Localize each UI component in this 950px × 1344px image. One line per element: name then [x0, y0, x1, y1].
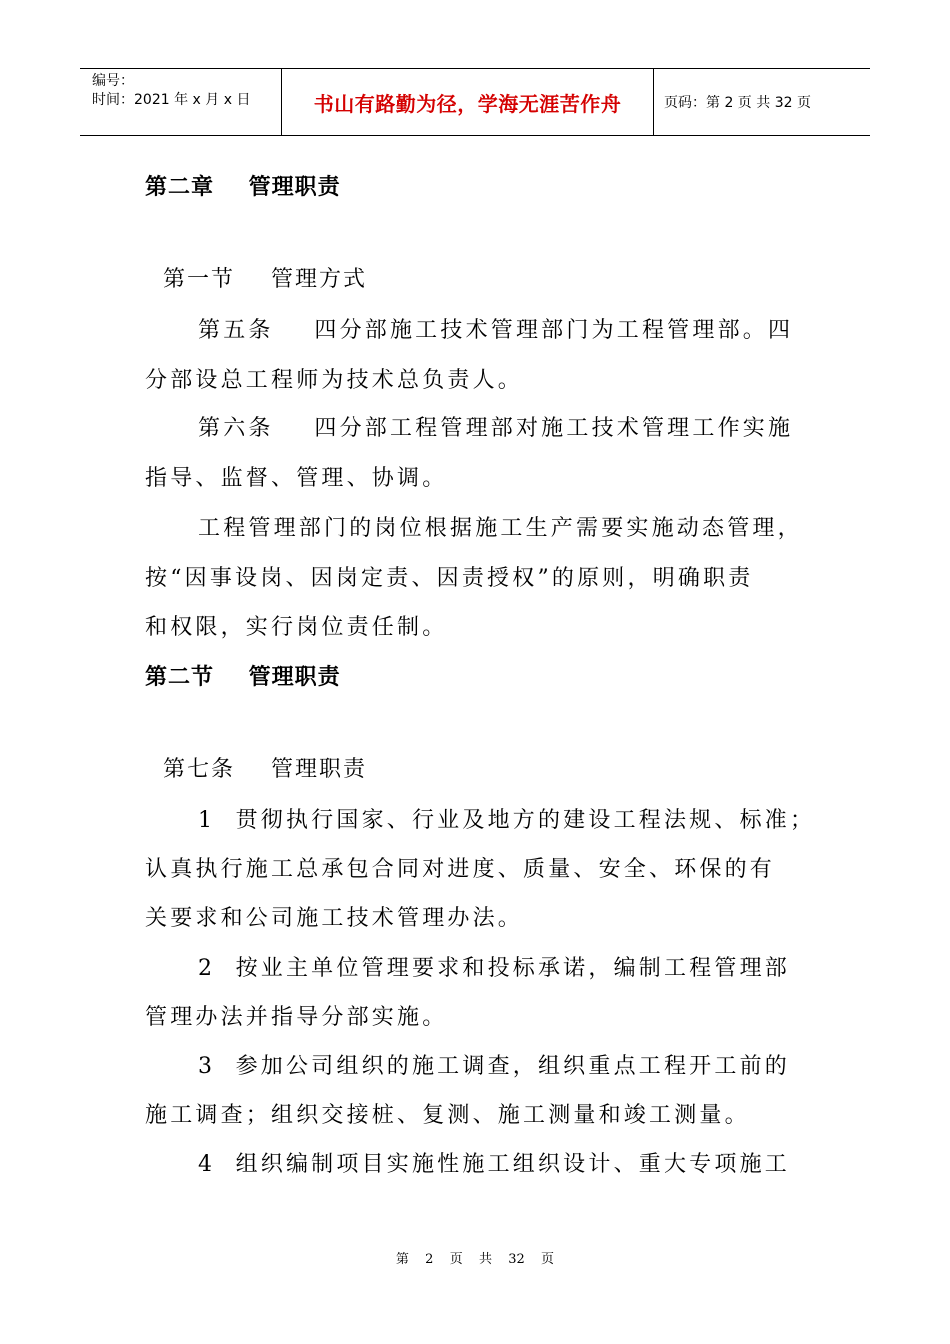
- header-meta: [80, 69, 282, 135]
- list-item-line: 2 按业主单位管理要求和投标承诺，编制工程管理部: [198, 956, 790, 981]
- paragraph-line: 和权限，实行岗位责任制。: [145, 615, 448, 640]
- paragraph-line: 分部设总工程师为技术总负责人。: [145, 368, 524, 393]
- header-page-number: 页码：第 2 页 共 32 页: [664, 95, 811, 111]
- article-title: 第七条 管理职责: [163, 757, 367, 782]
- paragraph-line: 按“因事设岗、因岗定责、因责授权”的原则，明确职责: [145, 566, 754, 591]
- section-2-title: 第二节 管理职责: [145, 665, 341, 690]
- page-footer: 第 2 页 共 32 页: [395, 1252, 555, 1267]
- header-motto-cell: [282, 69, 654, 135]
- paragraph-line: 第五条 四分部施工技术管理部门为工程管理部。四: [198, 318, 794, 343]
- paragraph-line: 第六条 四分部工程管理部对施工技术管理工作实施: [198, 416, 794, 441]
- page-header: [80, 68, 870, 136]
- list-item-line: 施工调查；组织交接桩、复测、施工测量和竣工测量。: [145, 1103, 750, 1128]
- list-item-line: 3 参加公司组织的施工调查，组织重点工程开工前的: [198, 1054, 790, 1079]
- list-item-line: 认真执行施工总承包合同对进度、质量、安全、环保的有: [145, 857, 776, 882]
- list-item-line: 管理办法并指导分部实施。: [145, 1005, 448, 1030]
- list-item-line: 4 组织编制项目实施性施工组织设计、重大专项施工: [198, 1152, 790, 1177]
- list-item-line: 关要求和公司施工技术管理办法。: [145, 906, 524, 931]
- list-item-line: 1 贯彻执行国家、行业及地方的建设工程法规、标准；: [198, 808, 816, 833]
- chapter-title: 第二章 管理职责: [145, 175, 341, 200]
- header-number: 编号：: [92, 73, 134, 89]
- header-time: 时间：2021 年 x 月 x 日: [92, 92, 251, 108]
- paragraph-line: 工程管理部门的岗位根据施工生产需要实施动态管理，: [198, 516, 803, 541]
- header-motto: 书山有路勤为径，学海无涯苦作舟: [313, 91, 622, 116]
- section-1-title: 第一节 管理方式: [163, 267, 367, 292]
- paragraph-line: 指导、监督、管理、协调。: [145, 466, 448, 491]
